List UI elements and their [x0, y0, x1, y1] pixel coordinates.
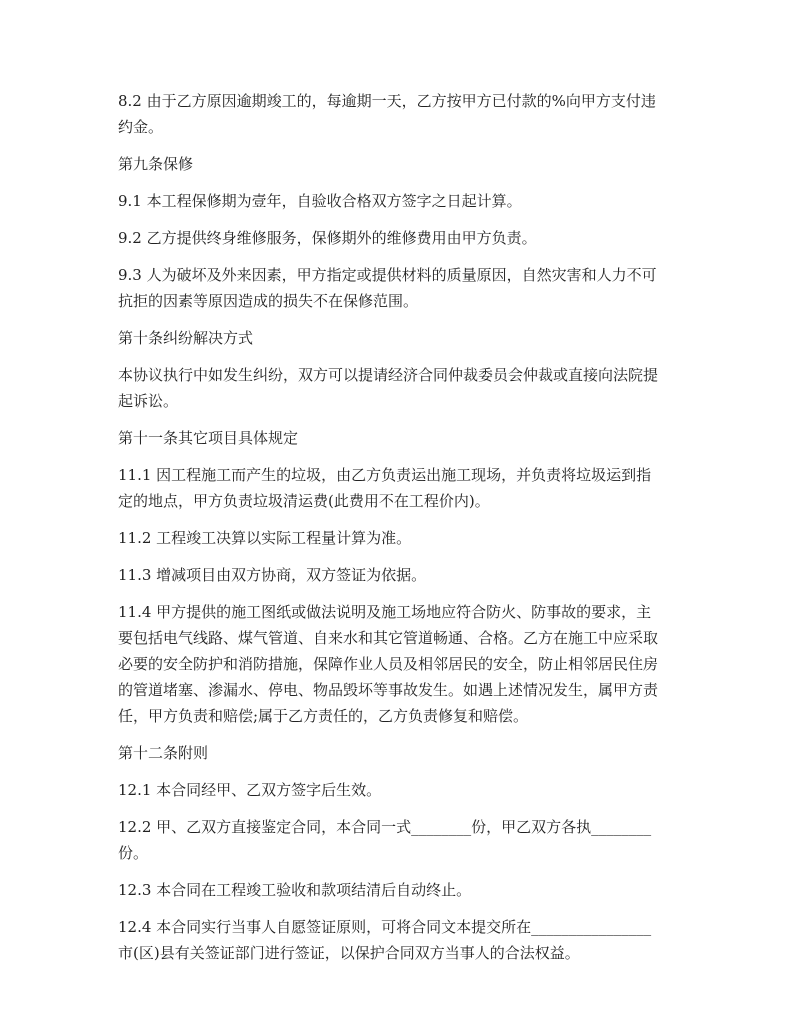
text-line: 8.2 由于乙方原因逾期竣工的，每逾期一天，乙方按甲方已付款的%向甲方支付违 [118, 92, 656, 110]
clause-11-2 [118, 525, 683, 551]
text-line: 11.4 甲方提供的施工图纸或做法说明及施工场地应符合防火、防事故的要求，主 [118, 603, 652, 621]
clause-11-3 [118, 562, 683, 588]
text-line: 12.3 本合同在工程竣工验收和款项结清后自动终止。 [118, 881, 472, 899]
text-line: 的管道堵塞、渗漏水、停电、物品毁坏等事故发生。如遇上述情况发生，属甲方责 [118, 681, 659, 699]
clause-9-3 [118, 262, 683, 314]
clause-10-body [118, 362, 683, 414]
clause-12-4 [118, 914, 683, 966]
text-line: 11.2 工程竣工决算以实际工程量计算为准。 [118, 529, 412, 547]
clause-12-1 [118, 777, 683, 803]
text-line: 11.1 因工程施工而产生的垃圾，由乙方负责运出施工现场，并负责将垃圾运到指 [118, 466, 652, 484]
text-line: 12.2 甲、乙双方直接鉴定合同，本合同一式________份，甲乙双方各执________ [118, 818, 652, 836]
text-line: 11.3 增减项目由双方协商，双方签证为依据。 [118, 566, 427, 584]
text-line: 要包括电气线路、煤气管道、自来水和其它管道畅通、合格。乙方在施工中应采取 [118, 629, 659, 647]
section-heading: 第九条保修 [118, 155, 194, 173]
document-body [118, 88, 683, 977]
clause-9-1 [118, 188, 683, 214]
text-line: 抗拒的因素等原因造成的损失不在保修范围。 [118, 292, 419, 310]
text-line: 起诉讼。 [118, 392, 179, 410]
clause-9-2 [118, 225, 683, 251]
text-line: 必要的安全防护和消防措施，保障作业人员及相邻居民的安全，防止相邻居民住房 [118, 655, 659, 673]
article-9-heading [118, 151, 683, 177]
text-line: 任，甲方负责和赔偿;属于乙方责任的，乙方负责修复和赔偿。 [118, 707, 529, 725]
article-12-heading [118, 740, 683, 766]
text-line: 12.1 本合同经甲、乙双方签字后生效。 [118, 781, 382, 799]
text-line: 份。 [118, 844, 149, 862]
text-line: 市(区)县有关签证部门进行签证，以保护合同双方当事人的合法权益。 [118, 944, 580, 962]
clause-12-3 [118, 877, 683, 903]
text-line: 本协议执行中如发生纠纷，双方可以提请经济合同仲裁委员会仲裁或直接向法院提 [118, 366, 659, 384]
clause-11-1 [118, 462, 683, 514]
text-line: 9.1 本工程保修期为壹年，自验收合格双方签字之日起计算。 [118, 192, 522, 210]
clause-11-4 [118, 599, 683, 729]
section-heading: 第十条纠纷解决方式 [118, 329, 254, 347]
text-line: 约金。 [118, 118, 164, 136]
section-heading: 第十二条附则 [118, 744, 209, 762]
clause-12-2 [118, 814, 683, 866]
text-line: 12.4 本合同实行当事人自愿签证原则，可将合同文本提交所在________________ [118, 918, 652, 936]
clause-8-2 [118, 88, 683, 140]
section-heading: 第十一条其它项目具体规定 [118, 429, 299, 447]
article-10-heading [118, 325, 683, 351]
text-line: 定的地点，甲方负责垃圾清运费(此费用不在工程价内)。 [118, 492, 490, 510]
article-11-heading [118, 425, 683, 451]
text-line: 9.3 人为破坏及外来因素，甲方指定或提供材料的质量原因，自然灾害和人力不可 [118, 266, 657, 284]
text-line: 9.2 乙方提供终身维修服务，保修期外的维修费用由甲方负责。 [118, 229, 537, 247]
